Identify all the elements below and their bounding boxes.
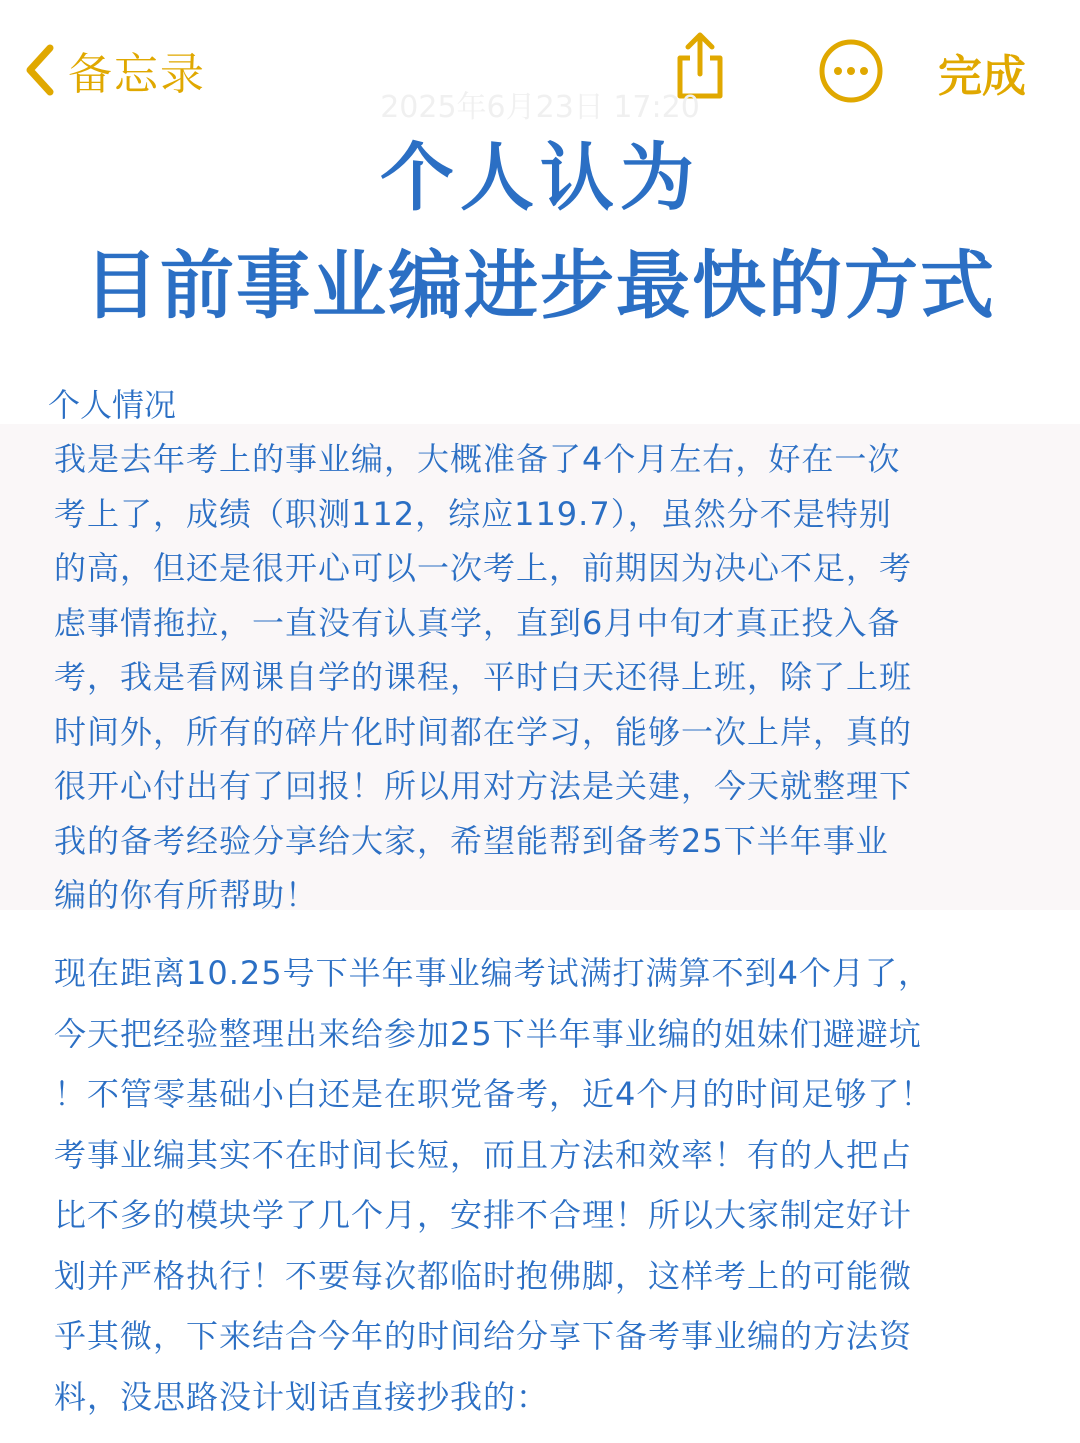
paragraph-line: 考上了，成绩（职测112，综应119.7），虽然分不是特别: [54, 494, 892, 533]
paragraph-line: ！不管零基础小白还是在职党备考，近4个月的时间足够了！: [54, 1075, 934, 1113]
chevron-left-icon: [22, 42, 56, 98]
paragraph-line: 考，我是看网课自学的课程，平时白天还得上班，除了上班: [54, 658, 913, 696]
paragraph-exam-advice: [54, 943, 1014, 1427]
paragraph-line: 乎其微，下来结合今年的时间给分享下备考事业编的方法资: [54, 1317, 913, 1355]
note-title: [0, 128, 1080, 344]
back-button[interactable]: [22, 38, 206, 102]
paragraph-line: 比不多的模块学了几个月，安排不合理！所以大家制定好计: [54, 1196, 913, 1234]
paragraph-line: 我是去年考上的事业编，大概准备了4个月左右，好在一次: [54, 440, 901, 478]
paragraph-line: 虑事情拖拉，一直没有认真学，直到6月中旬才真正投入备: [54, 603, 901, 642]
paragraph-line: 现在距离10.25号下半年事业编考试满打满算不到4个月了，: [54, 954, 931, 992]
note-date-faint: 2025年6月23日 17:20: [380, 90, 700, 125]
paragraph-line: 编的你有所帮助！: [54, 876, 319, 914]
paragraph-line: 的高，但还是很开心可以一次考上，前期因为决心不足，考: [54, 549, 913, 587]
paragraph-line: 时间外，所有的碎片化时间都在学习，能够一次上岸，真的: [54, 712, 913, 751]
section-heading: 个人情况: [48, 386, 177, 424]
paragraph-line: 很开心付出有了回报！所以用对方法是关建，今天就整理下: [54, 767, 913, 805]
title-line-1: 个人认为: [380, 135, 700, 221]
back-label: 备忘录: [68, 49, 206, 100]
paragraph-line: 划并严格执行！不要每次都临时抱佛脚，这样考上的可能微: [54, 1256, 913, 1295]
paragraph-line: 今天把经验整理出来给参加25下半年事业编的姐妹们避避坑: [54, 1014, 922, 1053]
done-button[interactable]: 完成: [938, 51, 1026, 102]
ellipsis-circle-icon: [818, 89, 884, 108]
paragraph-line: 我的备考经验分享给大家，希望能帮到备考25下半年事业: [54, 821, 889, 860]
paragraph-personal-situation: [54, 432, 1014, 923]
paragraph-line: 考事业编其实不在时间长短，而且方法和效率！有的人把占: [54, 1135, 913, 1174]
more-options-button[interactable]: [818, 38, 884, 104]
paragraph-line: 料，没思路没计划话直接抄我的：: [54, 1377, 550, 1416]
title-line-2: 目前事业编进步最快的方式: [84, 243, 996, 329]
